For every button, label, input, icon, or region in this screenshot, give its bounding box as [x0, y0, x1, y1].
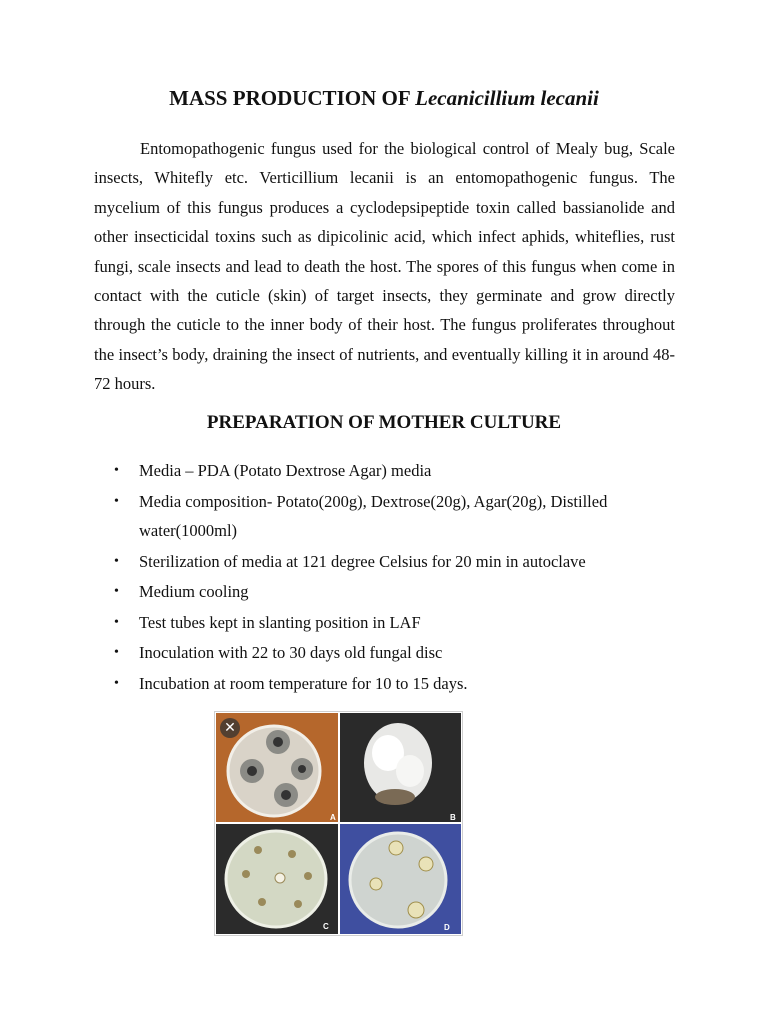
list-item-text: Media – PDA (Potato Dextrose Agar) media: [139, 461, 432, 480]
bullet-icon: •: [114, 584, 119, 600]
petri-dish-growth-image: [340, 824, 461, 934]
list-item-text: Medium cooling: [139, 582, 249, 602]
intro-paragraph: [94, 134, 675, 399]
bullet-icon: •: [114, 493, 119, 509]
list-item: [94, 547, 694, 576]
page-title: [0, 86, 768, 111]
culture-photo-figure: [214, 711, 463, 936]
panel-label-a: A: [330, 813, 336, 822]
list-item: [94, 608, 694, 637]
petri-dish-discs-image: [216, 824, 338, 934]
bullet-icon: •: [114, 675, 119, 691]
fungal-mycelium-image: [340, 713, 461, 822]
photo-panel-c: [216, 824, 338, 934]
bullet-icon: •: [114, 553, 119, 569]
bullet-icon: •: [114, 645, 119, 661]
bullet-icon: •: [114, 614, 119, 630]
photo-panel-b: [340, 713, 461, 822]
list-item-text: Inoculation with 22 to 30 days old fungal disc: [139, 643, 443, 663]
panel-label-c: C: [323, 922, 329, 931]
title-species-name: Lecanicillium lecanii: [415, 86, 599, 110]
title-prefix: MASS PRODUCTION OF: [169, 86, 416, 110]
list-item: [94, 577, 694, 606]
list-item: [94, 487, 694, 546]
list-item-text: Media composition- Potato(200g), Dextrose(20g), Agar(20g), Distilled water(1000ml): [139, 491, 608, 540]
close-icon[interactable]: ✕: [220, 718, 240, 738]
list-item-text: Test tubes kept in slanting position in LAF: [139, 612, 421, 632]
list-item-text: Sterilization of media at 121 degree Celsius for 20 min in autoclave: [139, 551, 586, 571]
panel-label-b: B: [450, 813, 456, 822]
bullet-list: [94, 456, 694, 700]
list-item: [94, 456, 694, 485]
list-item-text: Incubation at room temperature for 10 to 15 days.: [139, 673, 468, 693]
photo-panel-d: [340, 824, 461, 934]
panel-label-d: D: [444, 923, 450, 932]
list-item: [94, 669, 694, 698]
list-item: [94, 638, 694, 667]
bullet-icon: •: [114, 463, 119, 478]
intro-paragraph-text: Entomopathogenic fungus used for the biological control of Mealy bug, Scale insects, Whitefly etc. Verticillium lecanii is an entomopathogenic fungus. The mycelium of this fungus produces a cyclodepsipeptide toxin called bassianolide and other insecticidal toxins such as dipicolinic acid, which infect aphids, whiteflies, rust fungi, scale insects and lead to death the host. The spores of this fungus when come in contact with the cuticle (skin) of target insects, they germinate and grow directly through the cuticle to the inner body of their host. The fungus proliferates throughout the insect’s body, draining the insect of nutrients, and eventually killing it in around 48-72 hours.: [94, 139, 675, 394]
section-heading: PREPARATION OF MOTHER CULTURE: [206, 412, 562, 433]
